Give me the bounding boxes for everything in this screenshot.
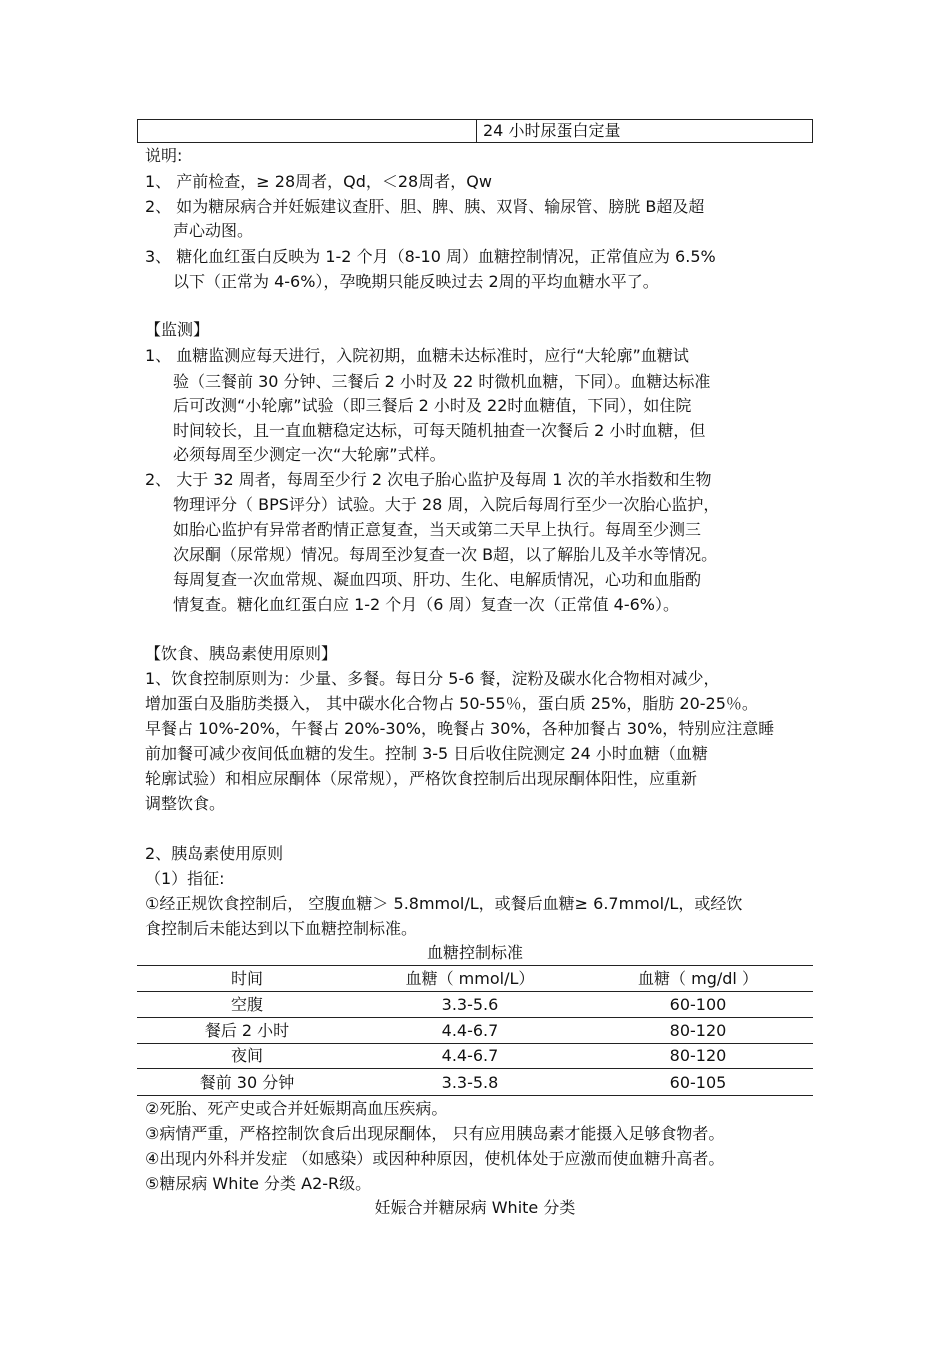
table-header: 血糖（ mmol/L） (405, 969, 535, 988)
insulin-sub: （1）指征: (145, 869, 225, 888)
table-header: 血糖（ mg/dl ） (638, 969, 758, 988)
table-cell: 60-105 (669, 1073, 727, 1092)
table-rule (137, 991, 813, 992)
diet-heading: 【饮食、胰岛素使用原则】 (145, 644, 338, 663)
monitoring-line: 1、 血糖监测应每天进行，入院初期，血糖未达标准时，应行“大轮廓”血糖试 (145, 346, 689, 365)
indication-line: ④出现内外科并发症 （如感染）或因种种原因，使机体处于应激而使血糖升高者。 (145, 1149, 725, 1168)
table-rule (137, 1017, 813, 1018)
table-rule (137, 965, 813, 966)
monitoring-line: 次尿酮（尿常规）情况。每周至沙复查一次 B超，以了解胎儿及羊水等情况。 (173, 545, 718, 564)
monitoring-heading: 【监测】 (145, 320, 210, 339)
indication-line: ②死胎、死产史或合并妊娠期高血压疾病。 (145, 1099, 448, 1118)
table-cell: 4.4-6.7 (441, 1021, 499, 1040)
notes-title: 说明: (145, 146, 183, 165)
diet-line: 轮廓试验）和相应尿酮体（尿常规），严格饮食控制后出现尿酮体阳性，应重新 (145, 769, 698, 788)
table-cell: 80-120 (669, 1046, 727, 1065)
diet-line: 前加餐可减少夜间低血糖的发生。控制 3-5 日后收住院测定 24 小时血糖（血糖 (145, 744, 708, 763)
indication-line: ③病情严重，严格控制饮食后出现尿酮体， 只有应用胰岛素才能摄入足够食物者。 (145, 1124, 725, 1143)
glucose-table-caption: 血糖控制标准 (426, 943, 523, 962)
table-cell: 3.3-5.8 (441, 1073, 499, 1092)
insulin-line: 食控制后未能达到以下血糖控制标准。 (145, 919, 418, 938)
table-cell: 空腹 (230, 995, 263, 1014)
monitoring-line: 后可改测“小轮廓”试验（即三餐后 2 小时及 22时血糖值，下同），如住院 (173, 396, 692, 415)
insulin-heading: 2、胰岛素使用原则 (145, 844, 284, 863)
table-cell: 3.3-5.6 (441, 995, 499, 1014)
monitoring-line: 验（三餐前 30 分钟、三餐后 2 小时及 22 时微机血糖，下同）。血糖达标准 (173, 372, 711, 391)
top-table (137, 119, 813, 143)
table-rule (137, 1095, 813, 1096)
diet-line: 早餐占 10%-20%，午餐占 20%-30%，晚餐占 30%，各种加餐占 30%，特别应注意睡 (145, 719, 775, 738)
monitoring-line: 2、 大于 32 周者，每周至少行 2 次电子胎心监护及每周 1 次的羊水指数和生物 (145, 470, 712, 489)
monitoring-line: 情复查。糖化血红蛋白应 1-2 个月（6 周）复查一次（正常值 4-6%）。 (173, 595, 679, 614)
note-line: 1、 产前检查，≥ 28周者，Qd，＜28周者，Qw (145, 172, 492, 191)
table-cell: 80-120 (669, 1021, 727, 1040)
note-line: 声心动图。 (173, 221, 254, 240)
table-rule (137, 1068, 813, 1069)
table-cell: 60-100 (669, 995, 727, 1014)
monitoring-line: 物理评分（ BPS评分）试验。大于 28 周，入院后每周行至少一次胎心监护， (173, 495, 720, 514)
monitoring-line: 时间较长，且一直血糖稳定达标，可每天随机抽查一次餐后 2 小时血糖，但 (173, 421, 706, 440)
diet-line: 调整饮食。 (145, 794, 226, 813)
monitoring-line: 必须每周至少测定一次“大轮廓”式样。 (173, 445, 446, 464)
table-header: 时间 (230, 969, 263, 988)
table-cell: 24 小时尿蛋白定量 (483, 121, 621, 140)
indication-line: ⑤糖尿病 White 分类 A2-R级。 (145, 1174, 372, 1193)
diet-line: 增加蛋白及脂肪类摄入， 其中碳水化合物占 50-55％，蛋白质 25%，脂肪 20-25％。 (145, 694, 758, 713)
monitoring-line: 每周复查一次血常规、凝血四项、肝功、生化、电解质情况，心功和血脂酌 (173, 570, 702, 589)
table-cell: 餐后 2 小时 (204, 1021, 290, 1040)
note-line: 以下（正常为 4-6%），孕晚期只能反映过去 2周的平均血糖水平了。 (173, 272, 659, 291)
white-classification-caption: 妊娠合并糖尿病 White 分类 (374, 1198, 576, 1217)
note-line: 2、 如为糖尿病合并妊娠建议查肝、胆、脾、胰、双肾、输尿管、膀胱 B超及超 (145, 197, 705, 216)
table-cell: 餐前 30 分钟 (199, 1073, 295, 1092)
table-cell: 4.4-6.7 (441, 1046, 499, 1065)
insulin-line: ①经正规饮食控制后， 空腹血糖＞ 5.8mmol/L，或餐后血糖≥ 6.7mmol/L，或经饮 (145, 894, 743, 913)
table-rule (137, 1043, 813, 1044)
monitoring-line: 如胎心监护有异常者酌情正意复查，当天或第二天早上执行。每周至少测三 (173, 520, 702, 539)
note-line: 3、 糖化血红蛋白反映为 1-2 个月（8-10 周）血糖控制情况，正常值应为 6.5% (145, 247, 716, 266)
diet-line: 1、饮食控制原则为：少量、多餐。每日分 5-6 餐，淀粉及碳水化合物相对减少， (145, 669, 720, 688)
table-cell: 夜间 (230, 1046, 263, 1065)
table-divider (476, 120, 477, 142)
